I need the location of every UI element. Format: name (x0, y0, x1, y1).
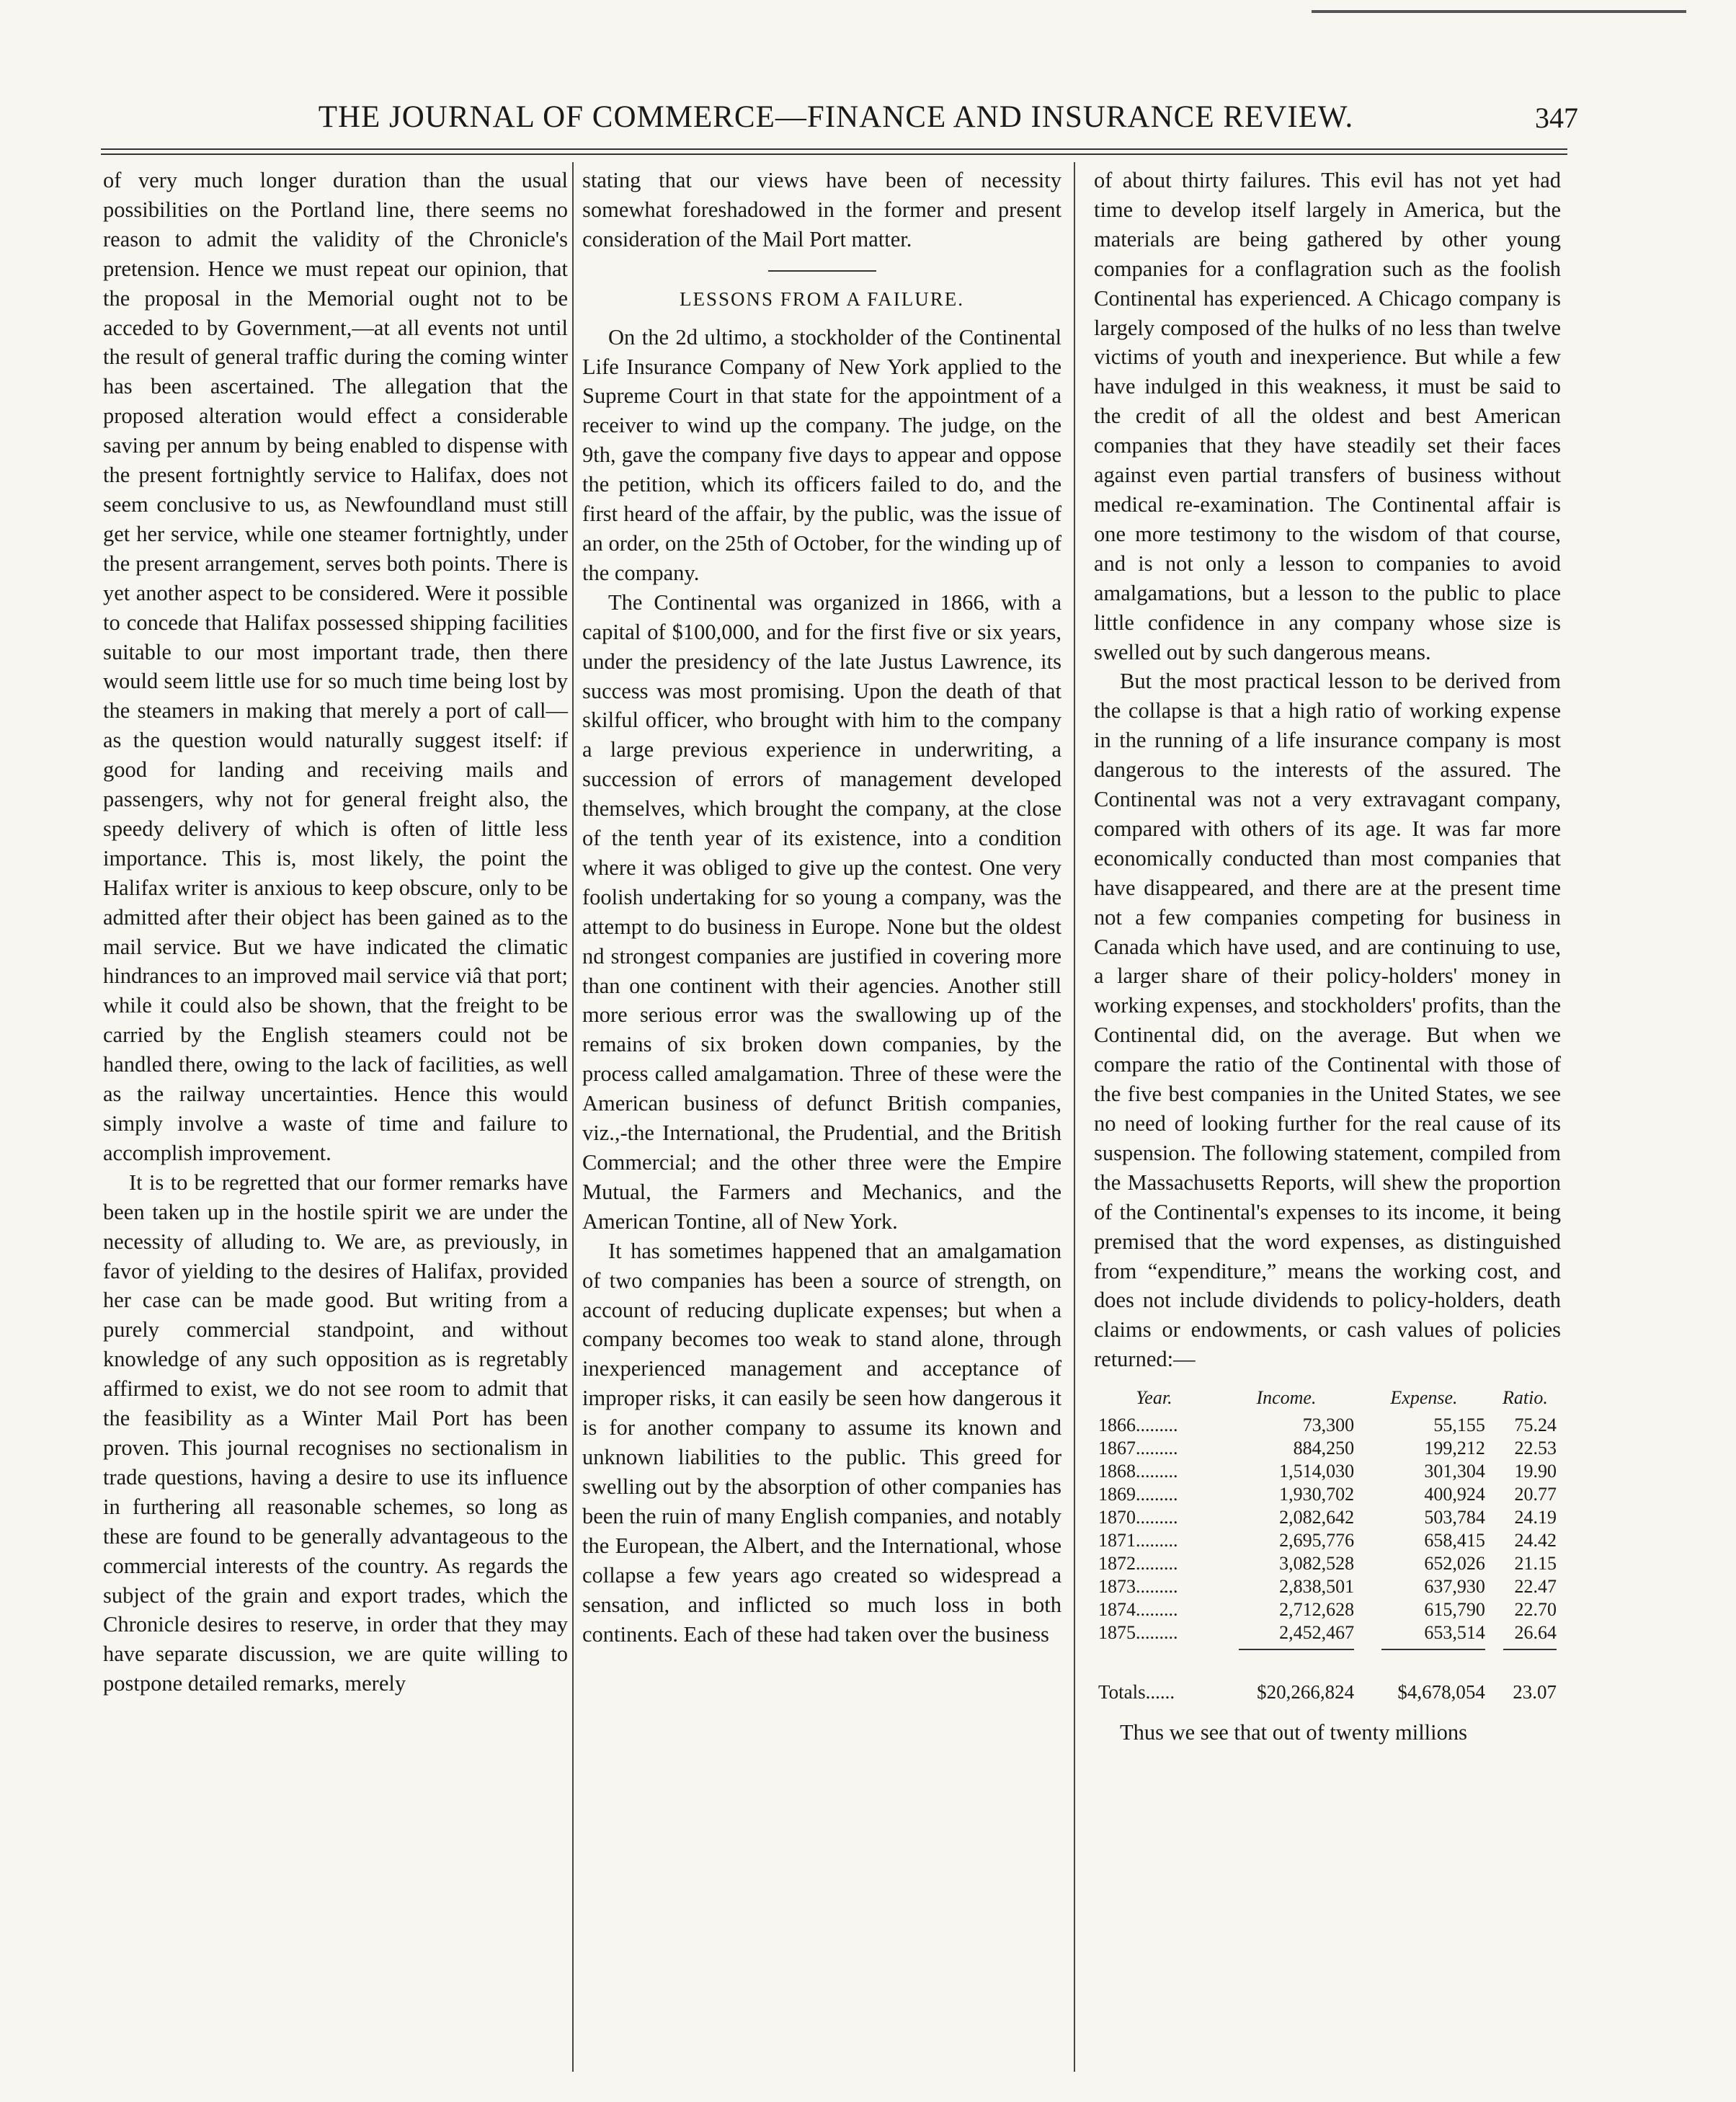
cell-income: 2,712,628 (1279, 1599, 1355, 1621)
paragraph: It has sometimes happened that an amalgamation of two companies has been a source of strength, on account of reducing duplicate expenses; but when a company becomes too weak to stand alone, through inexperienced management and acceptance of improper risks, it can easily be seen how dangerous it is for another company to assume its known and unknown liabilities to the public. This greed for swelling out by the absorption of other companies has been the ruin of many English companies, and notably the European, the Albert, and the International, whose collapse a few years ago created so widespread a sensation, and inflicted so much loss in both continents. Each of these had taken over the business (582, 1238, 1061, 1647)
cell-totals-label: Totals...... (1098, 1681, 1175, 1704)
paragraph: Thus we see that out of twenty millions (1120, 1720, 1467, 1745)
table-row (1094, 1598, 1561, 1621)
table-row (1094, 1552, 1561, 1575)
cell-ratio: 22.53 (1514, 1438, 1557, 1459)
paragraph: of about thirty failures. This evil has not yet had time to develop itself largely in America, but the materials are being gathered by other young companies for a conflagration such as the foolish Continental has experienced. A Chicago company is largely composed of the hulks of no less than twelve victims of youth and inexperience. But while a few have indulged in this weakness, it must be said to the credit of all the oldest and best American companies that they have steadily set their faces against even partial transfers of business without medical re-examination. The Continental affair is one more testimony to the wisdom of that course, and is not only a lesson to companies to avoid amalgamations, but a lesson to the public to place little confidence in any company whose size is swelled out by such dangerous means. (1094, 168, 1561, 664)
top-corner-rule (1312, 10, 1686, 13)
column-header-ratio: Ratio. (1503, 1387, 1548, 1409)
cell-year: 1867......... (1098, 1438, 1178, 1459)
paragraph: of very much longer duration than the usual possibilities on the Portland line, there seems no reason to admit the validity of the Chronicle's pretension. Hence we must repeat our opinion, that the proposal in the Memorial ought not to be acceded to by Government,—at all events not until the result of general traffic during the coming winter has been ascertained. The allegation that the proposed alteration would effect a considerable saving per annum by being enabled to dispense with the present fortnightly service to Halifax, does not seem conclusive to us, as Newfoundland must still get her service, while one steamer fortnightly, under the present arrangement, serves both points. There is yet another aspect to be considered. Were it possible to concede that Halifax possessed shipping facilities suitable to our most important trade, then there would seem little use for so much time being lost by the steamers in making that merely a port of call—as the question would naturally suggest itself: if good for landing and receiving mails and passengers, why not for general freight also, the speedy delivery of which is often of little less importance. This is, most likely, the point the Halifax writer is anxious to keep obscure, only to be admitted after their object has been gained as to the mail service. But we have indicated the climatic hindrances to an improved mail service viâ that port; while it could also be shown, that the freight to be carried by the English steamers could not be handled there, owing to the lack of facilities, as well as the railway uncertainties. Hence this would simply involve a waste of time and failure to accomplish improvement. (103, 168, 568, 1165)
sum-rule (1239, 1649, 1354, 1650)
paragraph: The Continental was organized in 1866, with a capital of $100,000, and for the first five or six years, under the presidency of the late Justus Lawrence, its success was most promising. Upon the death of that skilful officer, who brought with him to the company a large previous experience in underwriting, a succession of errors of management developed themselves, which brought the company, at the close of the tenth year of its existence, into a condition where it was obliged to give up the contest. One very foolish undertaking for so young a company, was the attempt to do business in Europe. None but the oldest nd strongest companies are justified in covering more than one continent with their agencies. Another still more serious error was the swallowing up of the remains of six broken down companies, by the process called amalgamation. Three of these were the American business of defunct British companies, viz.,-the International, the Prudential, and the British Commercial; and the other three were the Empire Mutual, the Farmers and Mechanics, and the American Tontine, all of New York. (582, 589, 1061, 1234)
cell-income: 2,838,501 (1279, 1576, 1355, 1598)
header-rule-2 (101, 153, 1567, 155)
cell-expense: 637,930 (1424, 1576, 1485, 1598)
column-3 (1094, 166, 1561, 1747)
cell-income: 2,082,642 (1279, 1507, 1355, 1528)
table-header-row (1094, 1386, 1561, 1414)
section-rule (768, 270, 876, 272)
cell-ratio: 26.64 (1514, 1622, 1557, 1644)
cell-year: 1874......... (1098, 1599, 1178, 1621)
cell-year: 1873......... (1098, 1576, 1178, 1598)
cell-income: 884,250 (1293, 1438, 1355, 1459)
table-row (1094, 1621, 1561, 1644)
article-heading: LESSONS FROM A FAILURE. (679, 288, 965, 310)
cell-expense: 301,304 (1424, 1461, 1485, 1482)
table-row (1094, 1529, 1561, 1552)
header-rule-1 (101, 148, 1567, 150)
cell-expense: 55,155 (1433, 1415, 1485, 1436)
column-header-income: Income. (1256, 1387, 1317, 1409)
cell-income: 1,514,030 (1279, 1461, 1355, 1482)
cell-ratio: 20.77 (1514, 1484, 1557, 1505)
paragraph: On the 2d ultimo, a stockholder of the Continental Life Insurance Company of New York applied to the Supreme Court in that state for the appointment of a receiver to wind up the company. The judge, on the 9th, gave the company five days to appear and oppose the petition, which its officers failed to do, and the first heard of the affair, by the public, was the issue of an order, on the 25th of October, for the winding up of the company. (582, 324, 1061, 585)
cell-expense: 653,514 (1424, 1622, 1485, 1644)
paragraph: It is to be regretted that our former remarks have been taken up in the hostile spirit we are under the necessity of alluding to. We are, as previously, in favor of yielding to the desires of Halifax, provided her case can be made good. But writing from a purely commercial standpoint, and without knowledge of any such opposition as is regretably affirmed to exist, we do not see room to admit that the feasibility as a Winter Mail Port has been proven. This journal recognises no sectionalism in trade questions, having a desire to use its influence in furthering all reasonable schemes, so long as these are found to be generally advantageous to the commercial interests of the country. As regards the subject of the grain and export trades, which the Chronicle desires to reserve, in order that they may have separate discussion, we are quite willing to postpone detailed remarks, merely (103, 1170, 568, 1696)
cell-year: 1872......... (1098, 1553, 1178, 1575)
cell-income: 3,082,528 (1279, 1553, 1355, 1575)
column-header-year: Year. (1136, 1387, 1172, 1409)
cell-ratio: 19.90 (1514, 1461, 1557, 1482)
table-row (1094, 1575, 1561, 1598)
paragraph: But the most practical lesson to be derived from the collapse is that a high ratio of working expense in the running of a life insurance company is most dangerous to the interests of the assured. The Continental was not a very extravagant company, compared with others of its age. It was far more economically conducted than most companies that have disappeared, and there are at the present time not a few companies competing for business in Canada which have used, and are continuing to use, a larger share of their policy-holders' money in working expenses, and stockholders' profits, than the Continental did, on the average. But when we compare the ratio of the Continental with those of the five best companies in the United States, we see no need of looking further for the real cause of its suspension. The following statement, compiled from the Massachusetts Reports, will shew the proportion of the Continental's expenses to its income, it being premised that the word expenses, as distinguished from “expenditure,” means the working cost, and does not include dividends to policy-holders, death claims or endowments, or cash values of policies returned:— (1094, 669, 1561, 1372)
cell-income: $20,266,824 (1257, 1681, 1355, 1704)
sum-rule (1503, 1649, 1557, 1650)
cell-expense: 199,212 (1424, 1438, 1485, 1459)
cell-expense: $4,678,054 (1397, 1681, 1485, 1704)
column-header-expense: Expense. (1390, 1387, 1458, 1409)
paragraph: stating that our views have been of necessity somewhat foreshadowed in the former and present consideration of the Mail Port matter. (582, 168, 1061, 251)
column-2 (582, 166, 1061, 1649)
totals-row (1094, 1655, 1561, 1704)
cell-income: 73,300 (1302, 1415, 1355, 1436)
cell-income: 1,930,702 (1279, 1484, 1355, 1505)
cell-ratio: 24.19 (1514, 1507, 1557, 1528)
table-row (1094, 1414, 1561, 1437)
cell-year: 1870......... (1098, 1507, 1178, 1528)
cell-year: 1868......... (1098, 1461, 1178, 1482)
cell-ratio: 22.70 (1514, 1599, 1557, 1621)
cell-year: 1869......... (1098, 1484, 1178, 1505)
cell-ratio: 24.42 (1514, 1530, 1557, 1551)
cell-income: 2,452,467 (1279, 1622, 1355, 1644)
cell-expense: 658,415 (1424, 1530, 1485, 1551)
sum-rule (1381, 1649, 1485, 1650)
column-divider-1 (572, 162, 574, 2072)
cell-ratio: 22.47 (1514, 1576, 1557, 1598)
sum-rule-row (1094, 1644, 1561, 1655)
cell-expense: 400,924 (1424, 1484, 1485, 1505)
cell-ratio: 23.07 (1513, 1681, 1557, 1704)
cell-year: 1875......... (1098, 1622, 1178, 1644)
cell-year: 1866......... (1098, 1415, 1178, 1436)
page-header (101, 99, 1578, 140)
cell-ratio: 75.24 (1514, 1415, 1557, 1436)
table-row (1094, 1437, 1561, 1460)
table-row (1094, 1483, 1561, 1506)
cell-year: 1871......... (1098, 1530, 1178, 1551)
cell-expense: 652,026 (1424, 1553, 1485, 1575)
page-number: 347 (1535, 102, 1578, 134)
running-title: THE JOURNAL OF COMMERCE—FINANCE AND INSURANCE REVIEW. (318, 100, 1354, 134)
column-1 (103, 166, 568, 1698)
cell-ratio: 21.15 (1514, 1553, 1557, 1575)
expense-ratio-table (1094, 1386, 1561, 1704)
cell-income: 2,695,776 (1279, 1530, 1355, 1551)
cell-expense: 503,784 (1424, 1507, 1485, 1528)
cell-expense: 615,790 (1424, 1599, 1485, 1621)
column-divider-2 (1074, 162, 1075, 2072)
table-row (1094, 1460, 1561, 1483)
table-row (1094, 1506, 1561, 1529)
